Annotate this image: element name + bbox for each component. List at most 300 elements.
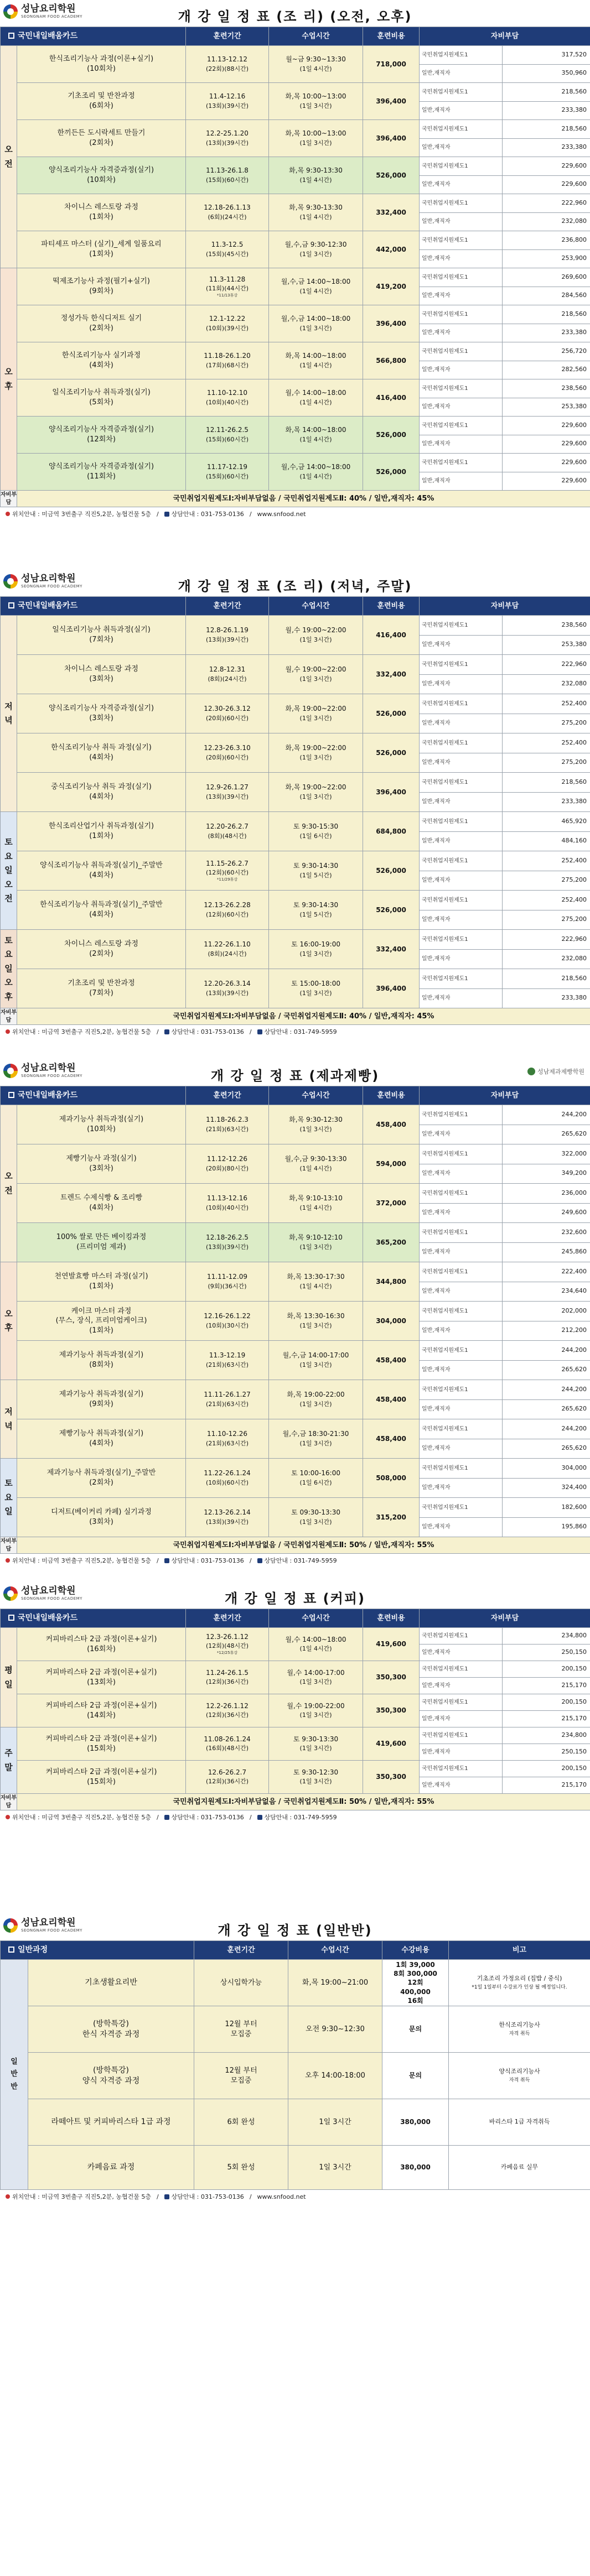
course-period: 11.10-12.10 (10회)(40시간) [186,379,269,417]
fee-amount: 322,000 [503,1144,590,1164]
fee-amount: 218,560 [503,969,590,989]
class-time: 화,목 19:00~22:00 (1일 3시간) [269,773,363,812]
time-group-label: 주 말 [1,1727,17,1794]
course-cost: 419,200 [363,268,420,305]
fee-amount: 200,150 [503,1694,590,1711]
fee-type-label: 일반,재직자 [420,1744,503,1761]
course-period: 11.4-12.16 (13회)(39시간) [186,83,269,120]
fee-amount: 324,400 [503,1478,590,1498]
course-period: 11.13-12.16 (10회)(40시간) [186,1184,269,1223]
fee-type-label: 일반,재직자 [420,1711,503,1727]
class-time: 토 09:30-13:30 (1일 3시간) [269,1498,363,1537]
fee-amount: 269,600 [503,268,590,287]
fee-type-label: 일반,재직자 [420,101,503,120]
course-row [1,1341,590,1361]
course-fee: 1회 39,000 8회 300,000 12회 400,000 16회 [382,1960,449,2006]
card-header [1,1609,186,1628]
s2-section [0,570,590,1038]
course-name: 디저트(베이커리 카페) 실기과정 (3회차) [17,1498,186,1537]
fee-type-label: 일반,재직자 [420,138,503,157]
course-cost: 396,400 [363,120,420,157]
website-link[interactable]: www.snfood.net [257,510,306,518]
fee-amount: 244,200 [503,1105,590,1125]
class-time: 1일 3시간 [288,2146,382,2190]
course-name: 기초생활요리반 [28,1960,194,2006]
course-period: 상시입학가능 [194,1960,288,2006]
course-period: 11.18-26.2.3 (21회)(63시간) [186,1105,269,1144]
course-period: 11.12-12.26 (20회)(80시간) [186,1144,269,1184]
class-time: 화,목 9:30-13:30 (1일 4시간) [269,157,363,194]
time-group-label: 일 반 반 [1,1960,28,2190]
course-cost: 508,000 [363,1459,420,1498]
fee-type-label: 국민취업지원제도1 [420,773,503,793]
class-time: 토 16:00-19:00 (1일 3시간) [269,930,363,969]
class-time: 토 9:30-14:30 (1일 5시간) [269,891,363,930]
period-header: 훈련기간 [186,1609,269,1628]
fee-amount: 244,200 [503,1419,590,1439]
course-row [1,930,590,950]
course-name: 차이니스 레스토랑 과정 (2회차) [17,930,186,969]
course-row [1,305,590,324]
course-row [1,1761,590,1777]
logo-name: 성남요리학원 [21,573,76,584]
class-time: 월~금 9:30~13:30 (1일 4시간) [269,46,363,83]
course-name: 정성가득 한식디저트 실기 (2회차) [17,305,186,342]
phone-text: 상담안내 : 031-753-0136 [171,1028,244,1035]
course-cost: 458,400 [363,1380,420,1419]
course-name: 커피바리스타 2급 과정(이론+실기) (13회차) [17,1661,186,1694]
time-group-label: 오 후 [1,268,17,491]
class-time: 화,목 9:10-13:10 (1일 4시간) [269,1184,363,1223]
fee-type-label: 국민취업지원제도1 [420,417,503,435]
course-row [1,342,590,361]
location-text: 위치안내 : 미금역 3번출구 직진5,2분, 농협건물 5층 [12,1557,151,1564]
fee-amount: 232,080 [503,212,590,231]
fee-type-label: 국민취업지원제도1 [420,655,503,675]
fee-amount: 233,380 [503,138,590,157]
card-header-label: 국민내일배움카드 [18,1091,78,1100]
fee-type-label: 일반,재직자 [420,1125,503,1144]
fee-amount: 236,000 [503,1184,590,1204]
info-bar: 위치안내 : 미금역 3번출구 직진5,2분, 농협건물 5층 / 상담안내 : 031-753-0136 / 상담안내 : 031-749-5959 [0,1554,590,1567]
phone-icon [257,1558,262,1563]
fee-type-label: 일반,재직자 [420,1439,503,1459]
course-row [1,969,590,989]
fee-type-label: 국민취업지원제도1 [420,1628,503,1645]
course-row [1,1459,590,1479]
course-name: 케이크 마스터 과정 (무스, 장식, 프리미엄케이크) (1회차) [17,1302,186,1341]
course-name: 제과기능사 취득과정(실기) (10회차) [17,1105,186,1144]
class-time: 토 9:30-15:30 (1일 6시간) [269,812,363,851]
course-period: 12.20-26.3.14 (13회)(39시간) [186,969,269,1008]
fee-amount: 350,960 [503,64,590,83]
fee-amount: 218,560 [503,120,590,139]
course-period: 12.18-26.2.5 (13회)(39시간) [186,1223,269,1262]
course-period: 11.17-12.19 (15회)(60시간) [186,454,269,491]
fee-amount: 229,600 [503,417,590,435]
phone-text: 상담안내 : 031-753-0136 [171,1814,244,1821]
fee-type-label: 일반,재직자 [420,1282,503,1302]
card-header [1,1086,186,1105]
course-row [1,1380,590,1400]
fee-type-label: 일반,재직자 [420,324,503,342]
time-group-label: 오 전 [1,1105,17,1262]
checkbox-square-icon [8,1947,14,1953]
class-time: 1일 3시간 [288,2099,382,2146]
time-group-label: 오 전 [1,46,17,268]
fee-type-label: 일반,재직자 [420,435,503,454]
fee-amount: 282,560 [503,361,590,379]
self-pay-header: 자비부담 [420,597,590,616]
course-fee: 380,000 [382,2099,449,2146]
fee-amount: 218,560 [503,305,590,324]
fee-amount: 229,600 [503,435,590,454]
footer-label: 자비부담 [1,491,17,507]
class-time: 월,수 14:00~18:00 (1일 4시간) [269,379,363,417]
logo-name: 성남요리학원 [21,3,76,14]
fee-amount: 222,960 [503,655,590,675]
fee-amount: 250,150 [503,1645,590,1661]
fee-amount: 218,560 [503,773,590,793]
fee-amount: 232,600 [503,1223,590,1243]
fee-type-label: 국민취업지원제도1 [420,1223,503,1243]
class-time: 오전 9:30~12:30 [288,2006,382,2053]
fee-type-label: 일반,재직자 [420,674,503,694]
time-group-label: 토 요 일 오 후 [1,930,17,1008]
fee-type-label: 국민취업지원제도1 [420,1341,503,1361]
s4-section [0,1582,590,1824]
course-period: 12.13-26.2.28 (12회)(60시간) [186,891,269,930]
class-time: 화,목 19:00~21:00 [288,1960,382,2006]
course-row [1,417,590,435]
fee-type-label: 일반,재직자 [420,1321,503,1341]
course-name: 기초조리 및 반찬과정 (6회차) [17,83,186,120]
course-name: 제과기능사 취득과정(실기)_주말반 (2회차) [17,1459,186,1498]
fee-type-label: 일반,재직자 [420,361,503,379]
location-text: 위치안내 : 미금역 3번출구 직진5,2분, 농협건물 5층 [12,511,151,518]
card-header-label: 국민내일배움카드 [18,1614,78,1623]
course-row [1,46,590,65]
fee-type-label: 일반,재직자 [420,1242,503,1262]
website-link[interactable]: www.snfood.net [257,2193,306,2200]
course-period: 11.11-12.09 (9회)(36시간) [186,1262,269,1302]
course-cost: 566,800 [363,342,420,379]
course-row [1,655,590,675]
course-note: 카페음료 실무 [449,2146,590,2190]
fee-amount: 234,800 [503,1628,590,1645]
class-time: 토 15:00-18:00 (1일 3시간) [269,969,363,1008]
fee-amount: 304,000 [503,1459,590,1479]
phone-text: 상담안내 : 031-753-0136 [171,1557,244,1564]
course-cost: 396,400 [363,773,420,812]
fee-type-label: 국민취업지원제도1 [420,120,503,139]
fee-amount: 253,380 [503,398,590,417]
card-header-label: 국민내일배움카드 [18,32,78,41]
course-cost: 442,000 [363,231,420,268]
course-row [1,1223,590,1243]
class-time: 화,목 19:00~22:00 (1일 3시간) [269,733,363,773]
fee-amount: 232,080 [503,949,590,969]
fee-type-label: 국민취업지원제도1 [420,157,503,176]
schedule-table [0,1609,590,1810]
course-cost: 396,400 [363,83,420,120]
course-name: 라떼아트 및 커피바리스타 1급 과정 [28,2099,194,2146]
course-cost: 526,000 [363,851,420,891]
s5-section [0,1914,590,2203]
course-cost: 526,000 [363,454,420,491]
course-period: 12.6-26.2.7 (12회)(36시간) [186,1761,269,1794]
course-name: 커피바리스타 2급 과정(이론+실기) (14회차) [17,1694,186,1727]
course-cost: 416,400 [363,616,420,655]
fee-amount: 233,380 [503,988,590,1008]
fee-amount: 253,900 [503,249,590,268]
fee-type-label: 일반,재직자 [420,398,503,417]
course-row [1,268,590,287]
course-name: 제과기능사 취득과정(실기) (9회차) [17,1380,186,1419]
period-header: 훈련기간 [186,1086,269,1105]
class-time: 월,수 14:00~18:00 (1일 4시간) [269,1628,363,1661]
course-period: 12.30-26.3.12 (20회)(60시간) [186,694,269,733]
course-row [1,773,590,793]
course-row [1,694,590,714]
course-period: 12.1-12.22 (10회)(39시간) [186,305,269,342]
course-row [1,454,590,472]
fee-amount: 229,600 [503,175,590,194]
fee-amount: 222,960 [503,194,590,213]
course-row [1,2099,590,2146]
course-row [1,2006,590,2053]
class-time: 월,수,금 18:30-21:30 (1일 3시간) [269,1419,363,1459]
fee-type-label: 국민취업지원제도1 [420,1144,503,1164]
class-time: 월,수,금 9:30-12:30 (1일 3시간) [269,231,363,268]
course-period: 12.18-26.1.13 (6회)(24시간) [186,194,269,231]
phone-icon [164,1815,169,1820]
course-name: 제과기능사 취득과정(실기) (8회차) [17,1341,186,1380]
course-cost: 332,400 [363,655,420,694]
course-cost: 458,400 [363,1419,420,1459]
fee-amount: 244,200 [503,1380,590,1400]
course-period: 11.22-26.1.10 (8회)(24시간) [186,930,269,969]
fee-amount: 244,200 [503,1341,590,1361]
cost-header: 훈련비용 [363,27,420,46]
course-row [1,1628,590,1645]
course-cost: 594,000 [363,1144,420,1184]
course-period: 12.8-12.31 (8회)(24시간) [186,655,269,694]
fee-amount: 200,150 [503,1661,590,1678]
course-period: 11.24-26.1.5 (12회)(36시간) [186,1661,269,1694]
phone-text-2: 상담안내 : 031-749-5959 [264,1814,337,1821]
course-row [1,1262,590,1282]
fee-type-label: 일반,재직자 [420,249,503,268]
course-row [1,1302,590,1321]
course-name: 한끼든든 도시락세트 만들기 (2회차) [17,120,186,157]
fee-type-label: 국민취업지원제도1 [420,1694,503,1711]
course-cost: 350,300 [363,1761,420,1794]
fee-amount: 252,400 [503,733,590,753]
course-row [1,83,590,102]
fee-amount: 349,200 [503,1164,590,1184]
fee-amount: 215,170 [503,1678,590,1694]
self-pay-header: 자비부담 [420,27,590,46]
course-name: 차이니스 레스토랑 과정 (1회차) [17,194,186,231]
class-time: 화,목 9:30-12:30 (1일 3시간) [269,1105,363,1144]
time-header: 수업시간 [288,1941,382,1960]
class-time: 월,수,금 9:30-13:30 (1일 4시간) [269,1144,363,1184]
course-name: 일식조리기능사 취득과정(실기) (5회차) [17,379,186,417]
phone-text-2: 상담안내 : 031-749-5959 [264,1028,337,1035]
course-name: 한식조리기능사 실기과정 (4회차) [17,342,186,379]
schedule-table [0,27,590,507]
logo-eng: SEONGNAM FOOD ACADEMY [21,1596,82,1601]
course-cost: 304,000 [363,1302,420,1341]
course-cost: 315,200 [363,1498,420,1537]
fee-type-label: 일반,재직자 [420,1360,503,1380]
course-cost: 526,000 [363,157,420,194]
info-bar: 위치안내 : 미금역 3번출구 직진5,2분, 농협건물 5층 / 상담안내 : 031-753-0136 / www.snfood.net [0,507,590,521]
fee-amount: 233,380 [503,101,590,120]
course-cost: 419,600 [363,1628,420,1661]
fee-type-label: 일반,재직자 [420,212,503,231]
self-pay-summary: 국민취업지원제도Ⅰ:자비부담없음 / 국민취업지원제도Ⅱ: 40% / 일반,재직자: 45% [17,1008,590,1025]
checkbox-square-icon [8,1092,14,1098]
fee-amount: 234,640 [503,1282,590,1302]
bakery-logo-text: 성남제과제빵학원 [537,1068,584,1075]
fee-amount: 252,400 [503,694,590,714]
course-row [1,1960,590,2006]
course-row [1,2146,590,2190]
fee-type-label: 일반,재직자 [420,753,503,773]
course-period: 12.20-26.2.7 (8회)(48시간) [186,812,269,851]
self-pay-summary: 국민취업지원제도Ⅰ:자비부담없음 / 국민취업지원제도Ⅱ: 40% / 일반,재직자: 45% [17,491,590,507]
fee-amount: 233,380 [503,324,590,342]
course-note: 양식조리기능사 자격 취득 [449,2053,590,2099]
fee-type-label: 국민취업지원제도1 [420,969,503,989]
fee-type-label: 일반,재직자 [420,1777,503,1794]
info-bar: 위치안내 : 미금역 3번출구 직진5,2분, 농협건물 5층 / 상담안내 : 031-753-0136 / www.snfood.net [0,2190,590,2203]
course-name: 100% 쌀로 만든 베이킹과정 (프리미엄 제과) [17,1223,186,1262]
course-name: 한식조리기능사 취득과정(실기)_주말반 (4회차) [17,891,186,930]
cost-header: 훈련비용 [363,1086,420,1105]
phone-text-2: 상담안내 : 031-749-5959 [264,1557,337,1564]
fee-amount: 265,620 [503,1125,590,1144]
time-group-label: 저 녁 [1,616,17,812]
fee-type-label: 일반,재직자 [420,1645,503,1661]
course-name: 양식조리기능사 자격증과정(실기) (3회차) [17,694,186,733]
course-cost: 526,000 [363,694,420,733]
fee-amount: 275,200 [503,871,590,891]
class-time: 오후 14:00-18:00 [288,2053,382,2099]
fee-type-label: 일반,재직자 [420,871,503,891]
course-row [1,616,590,636]
general-table [0,1940,590,2190]
course-cost: 350,300 [363,1694,420,1727]
course-row [1,1694,590,1711]
card-header-label: 국민내일배움카드 [18,601,78,611]
fee-type-label: 국민취업지원제도1 [420,305,503,324]
fee-type-label: 일반,재직자 [420,1478,503,1498]
s3-section [0,1059,590,1567]
fee-amount: 236,800 [503,231,590,250]
info-bar: 위치안내 : 미금역 3번출구 직진5,2분, 농협건물 5층 / 상담안내 : 031-753-0136 / 상담안내 : 031-749-5959 [0,1810,590,1824]
fee-type-label: 국민취업지원제도1 [420,1727,503,1744]
fee-type-label: 국민취업지원제도1 [420,1661,503,1678]
fee-type-label: 국민취업지원제도1 [420,851,503,871]
fee-amount: 265,620 [503,1439,590,1459]
course-name: 한식조리기능사 과정(이론+실기) (10회차) [17,46,186,83]
course-row [1,120,590,139]
course-name: 제빵기능사 취득과정(실기) (4회차) [17,1419,186,1459]
fee-type-label: 국민취업지원제도1 [420,891,503,910]
course-cost: 396,400 [363,969,420,1008]
course-period: 11.13-12.12 (22회)(88시간) [186,46,269,83]
course-period: 11.08-26.1.24 (16회)(48시간) [186,1727,269,1761]
section-title: 개 강 일 정 표 (커피) [224,1591,365,1606]
course-period: 12월 부터 모집중 [194,2053,288,2099]
fee-type-label: 국민취업지원제도1 [420,733,503,753]
course-row [1,1419,590,1439]
fee-type-label: 일반,재직자 [420,175,503,194]
course-name: 양식조리기능사 취득과정(실기)_주말반 (4회차) [17,851,186,891]
class-time: 화,목 19:00-22:00 (1일 3시간) [269,1380,363,1419]
fee-type-label: 국민취업지원제도1 [420,83,503,102]
fee-amount: 182,600 [503,1498,590,1518]
class-time: 월,수,금 14:00~18:00 (1일 4시간) [269,268,363,305]
fee-type-label: 국민취업지원제도1 [420,1302,503,1321]
course-period: 12.11-26.2.5 (15회)(60시간) [186,417,269,454]
course-row [1,851,590,871]
course-period: 11.22-26.1.24 (10회)(60시간) [186,1459,269,1498]
fee-amount: 245,860 [503,1242,590,1262]
class-time: 월,수,금 14:00-17:00 (1일 3시간) [269,1341,363,1380]
fee-amount: 284,560 [503,287,590,305]
course-name: 한식조리산업기사 취득과정(실기) (1회차) [17,812,186,851]
fee-amount: 465,920 [503,812,590,832]
course-period: 6회 완성 [194,2099,288,2146]
fee-amount: 250,150 [503,1744,590,1761]
course-period: 11.3-12.19 (21회)(63시간) [186,1341,269,1380]
course-name: 양식조리기능사 자격증과정(실기) (11회차) [17,454,186,491]
course-cost: 526,000 [363,417,420,454]
fee-type-label: 국민취업지원제도1 [420,1380,503,1400]
fee-amount: 252,400 [503,891,590,910]
course-name: 양식조리기능사 자격증과정(실기) (12회차) [17,417,186,454]
course-period: 5회 완성 [194,2146,288,2190]
period-header: 훈련기간 [194,1941,288,1960]
fee-type-label: 국민취업지원제도1 [420,194,503,213]
fee-type-label: 국민취업지원제도1 [420,1459,503,1479]
course-row [1,891,590,910]
fee-type-label: 국민취업지원제도1 [420,268,503,287]
fee-type-label: 일반,재직자 [420,1517,503,1537]
footer-label: 자비부담 [1,1794,17,1810]
course-period: 11.3-11.28 (11회)(44시간) *11/13휴강 [186,268,269,305]
location-text: 위치안내 : 미금역 3번출구 직진5,2분, 농협건물 5층 [12,1814,151,1821]
course-period: 11.10-12.26 (21회)(63시간) [186,1419,269,1459]
course-cost: 458,400 [363,1105,420,1144]
course-name: 천연발효빵 마스터 과정(실기) (1회차) [17,1262,186,1302]
bakery-logo-icon [527,1068,535,1075]
fee-amount: 212,200 [503,1321,590,1341]
course-cost: 416,400 [363,379,420,417]
fee-type-label: 국민취업지원제도1 [420,930,503,950]
course-cost: 396,400 [363,305,420,342]
course-period: 11.3-12.5 (15회)(45시간) [186,231,269,268]
fee-type-label: 일반,재직자 [420,1164,503,1184]
course-period: 11.18-26.1.20 (17회)(68시간) [186,342,269,379]
phone-icon [164,1029,169,1034]
checkbox-square-icon [8,1615,14,1621]
fee-amount: 256,720 [503,342,590,361]
